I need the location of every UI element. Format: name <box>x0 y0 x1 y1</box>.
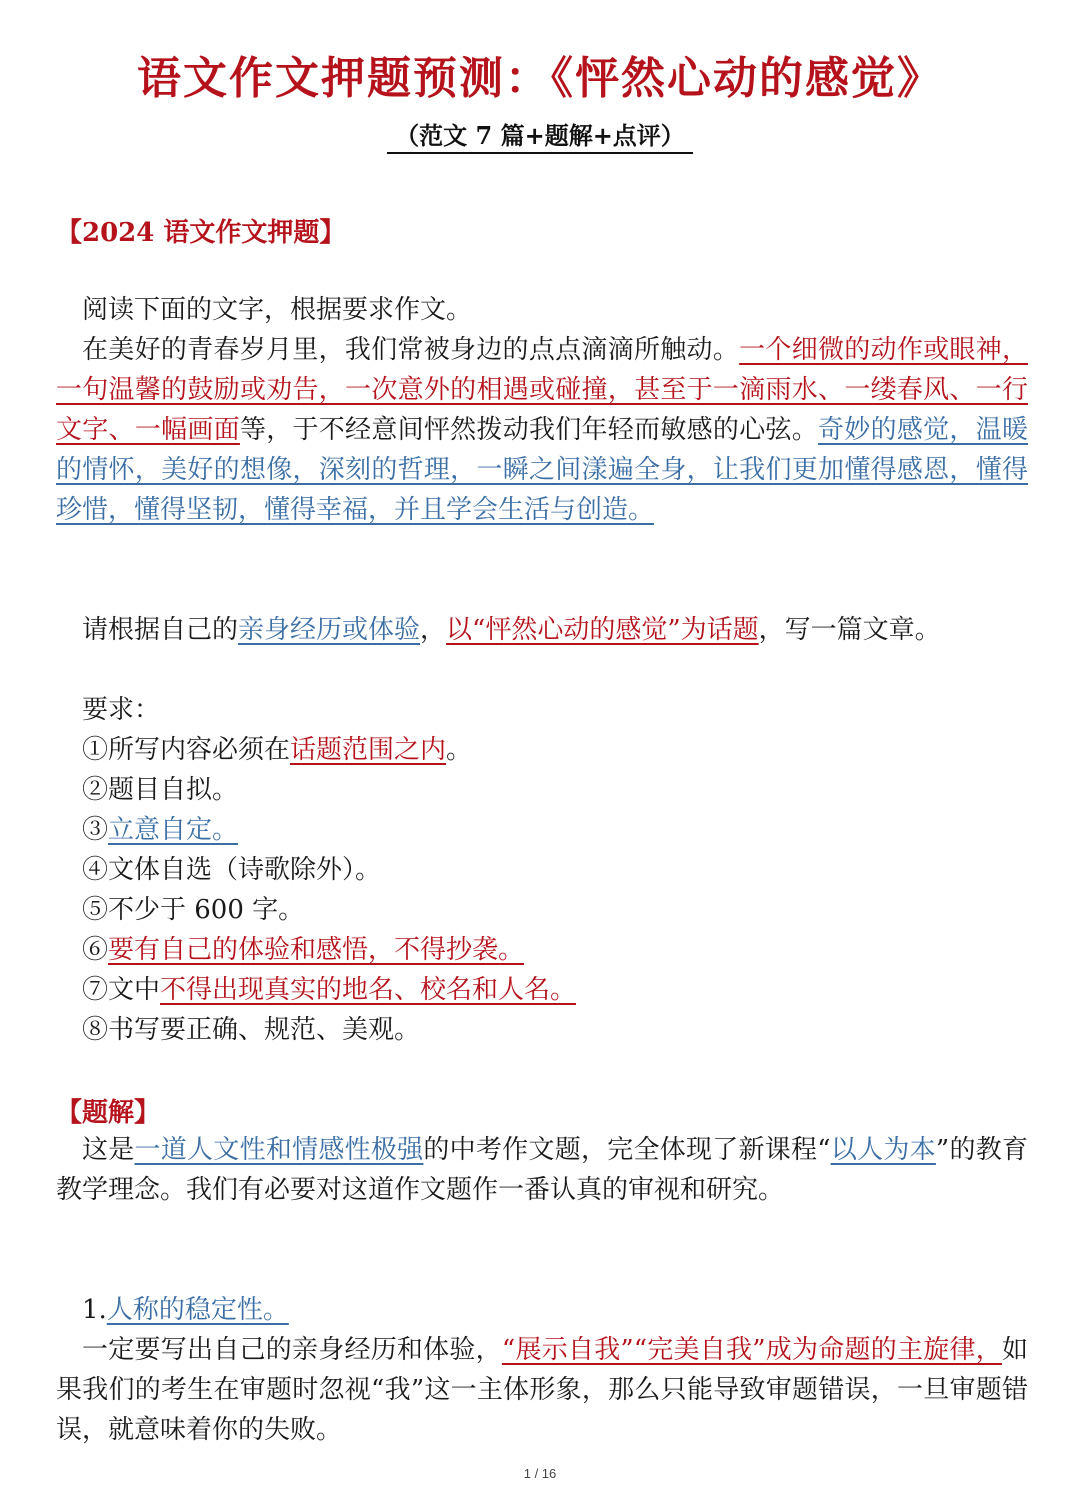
page-subtitle: （范文 7 篇+题解+点评） <box>0 116 1080 151</box>
requirements-label: 要求： <box>82 695 161 725</box>
section-heading-prompt: 【2024 语文作文押题】 <box>56 218 346 248</box>
requirement-item: ①所写内容必须在话题范围之内。 <box>82 735 473 765</box>
material-paragraph: 在美好的青春岁月里，我们常被身边的点点滴滴所触动。一个细微的动作或眼神，一句温馨的鼓励或劝告，一次意外的相遇或碰撞，甚至于一滴雨水、一缕春风、一行文字、一幅画面等，于不经意间怦然拨动我们年轻而敏感的心弦。奇妙的感觉，温暖的情怀，美好的想像，深刻的哲理，一瞬之间漾遍全身，让我们更加懂得感恩，懂得珍惜，懂得坚韧，懂得幸福，并且学会生活与创造。 <box>56 335 1028 525</box>
analysis-paragraph: 这是一道人文性和情感性极强的中考作文题，完全体现了新课程“以人为本”的教育教学理念。我们有必要对这道作文题作一番认真的审视和研究。 <box>56 1135 1028 1205</box>
highlight-blue: 以人为本 <box>830 1135 936 1165</box>
highlight-red: “展示自我”“完美自我”成为命题的主旋律， <box>501 1335 1002 1365</box>
highlight-red: 一个细微的动作或眼神，一句温馨的鼓励或劝告，一次意外的相遇或碰撞，甚至于一滴雨水、一缕春风、一行文字、一幅画面 <box>56 335 1028 445</box>
requirement-item: ⑥要有自己的体验和感悟，不得抄袭。 <box>82 935 525 965</box>
highlight-blue: 一道人文性和情感性极强 <box>134 1135 424 1165</box>
highlight-red: 以“怦然心动的感觉”为话题 <box>446 615 759 645</box>
page-number: 1 / 16 <box>523 1466 557 1481</box>
intro-paragraph: 阅读下面的文字，根据要求作文。 <box>82 295 473 325</box>
requirement-item: ⑦文中不得出现真实的地名、校名和人名。 <box>82 975 577 1005</box>
requirement-item: ③立意自定。 <box>82 815 239 845</box>
requirement-item: ②题目自拟。 <box>82 775 239 805</box>
requirement-item: ④文体自选（诗歌除外）。 <box>82 855 382 885</box>
point-paragraph: 一定要写出自己的亲身经历和体验，“展示自我”“完美自我”成为命题的主旋律，如果我们的考生在审题时忽视“我”这一主体形象，那么只能导致审题错误，一旦审题错误，就意味着你的失败。 <box>56 1335 1028 1445</box>
section-heading-analysis: 【题解】 <box>56 1098 161 1128</box>
highlight-blue: 亲身经历或体验 <box>238 615 421 645</box>
highlight-blue: 奇妙的感觉，温暖的情怀，美好的想像，深刻的哲理，一瞬之间漾遍全身，让我们更加懂得感恩，懂得珍惜，懂得坚韧，懂得幸福，并且学会生活与创造。 <box>56 415 1028 525</box>
point-heading: 1.人称的稳定性。 <box>82 1295 289 1325</box>
requirement-item: ⑤不少于 600 字。 <box>82 895 305 925</box>
page-title: 语文作文押题预测：《怦然心动的感觉》 <box>137 53 943 104</box>
requirement-item: ⑧书写要正确、规范、美观。 <box>82 1015 421 1045</box>
task-paragraph: 请根据自己的亲身经历或体验，以“怦然心动的感觉”为话题，写一篇文章。 <box>82 615 941 645</box>
